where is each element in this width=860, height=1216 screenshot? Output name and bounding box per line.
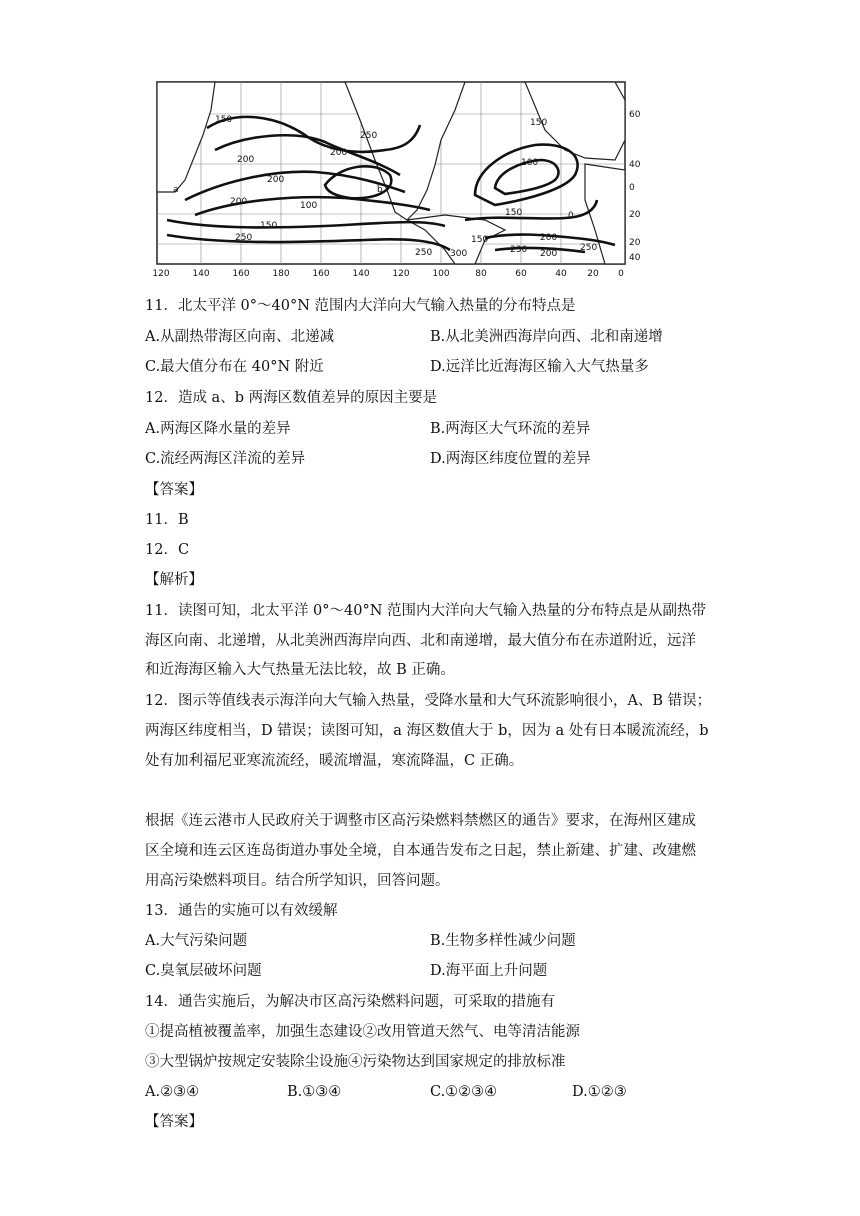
svg-text:60: 60: [629, 110, 641, 120]
analysis-11-line: 和近海海区输入大气热量无法比较，故 B 正确。: [145, 662, 455, 678]
analysis-11-line: 11．读图可知，北太平洋 0°～40°N 范围内大洋向大气输入热量的分布特点是从副热带: [145, 603, 707, 619]
svg-text:60: 60: [515, 269, 527, 279]
svg-text:100: 100: [432, 269, 450, 279]
svg-text:140: 140: [192, 269, 210, 279]
svg-text:80: 80: [475, 269, 487, 279]
svg-text:20: 20: [629, 238, 641, 248]
longitude-labels: [152, 269, 624, 279]
q11-option-c: C.最大值分布在 40°N 附近: [145, 359, 324, 375]
q11-option-a: A.从副热带海区向南、北递减: [145, 329, 335, 345]
svg-text:120: 120: [392, 269, 410, 279]
analysis-heading: 【解析】: [145, 572, 203, 588]
contour-label: 150: [215, 115, 233, 125]
contour-label: 250: [360, 131, 378, 141]
q14-statement-line: ①提高植被覆盖率，加强生态建设②改用管道天然气、电等清洁能源: [145, 1024, 580, 1040]
q12-option-c: C.流经两海区洋流的差异: [145, 451, 306, 467]
svg-text:180: 180: [272, 269, 290, 279]
contour-label: 100: [300, 201, 318, 211]
svg-text:40: 40: [629, 253, 641, 263]
analysis-12-line: 12．图示等值线表示海洋向大气输入热量，受降水量和大气环流影响很小，A、B 错误；: [145, 693, 712, 709]
contour-label: 230: [510, 245, 528, 255]
ocean-heat-contour-map: [145, 80, 645, 280]
q14-option-d: D.①②③: [572, 1084, 627, 1100]
q13-option-a: A.大气污染问题: [145, 933, 248, 949]
contour-label: 250: [580, 243, 598, 253]
svg-text:120: 120: [152, 269, 170, 279]
contour-label: 150: [505, 208, 523, 218]
contour-label: 200: [237, 155, 255, 165]
passage-line: 用高污染燃料项目。结合所学知识，回答问题。: [145, 873, 450, 889]
passage-line: 根据《连云港市人民政府关于调整市区高污染燃料禁燃区的通告》要求，在海州区建成: [145, 813, 696, 829]
q14-option-c: C.①②③④: [430, 1084, 498, 1100]
answer-heading: 【答案】: [145, 1114, 203, 1130]
contour-label: 200: [540, 233, 558, 243]
svg-text:160: 160: [232, 269, 250, 279]
q12-option-b: B.两海区大气环流的差异: [430, 421, 591, 437]
analysis-12-line: 两海区纬度相当，D 错误；读图可知，a 海区数值大于 b，因为 a 处有日本暖流流经，b: [145, 723, 709, 739]
contour-label: 150: [530, 118, 548, 128]
svg-text:20: 20: [587, 269, 599, 279]
q14-stem: 14．通告实施后，为解决市区高污染燃料问题，可采取的措施有: [145, 994, 555, 1010]
point-a-label: a: [173, 185, 179, 195]
contour-label: 100: [521, 158, 539, 168]
q13-option-d: D.海平面上升问题: [430, 963, 548, 979]
svg-text:0: 0: [618, 269, 624, 279]
svg-text:40: 40: [629, 160, 641, 170]
q12-option-d: D.两海区纬度位置的差异: [430, 451, 591, 467]
svg-text:140: 140: [352, 269, 370, 279]
q13-stem: 13．通告的实施可以有效缓解: [145, 903, 338, 919]
svg-text:0: 0: [629, 183, 635, 193]
contour-label: 250: [235, 233, 253, 243]
svg-text:40: 40: [555, 269, 567, 279]
answer-heading: 【答案】: [145, 482, 203, 498]
analysis-12-line: 处有加利福尼亚寒流流经，暖流增温，寒流降温，C 正确。: [145, 753, 524, 769]
contour-label: 250: [415, 248, 433, 258]
answer-12: 12．C: [145, 542, 190, 558]
q11-stem: 11．北太平洋 0°～40°N 范围内大洋向大气输入热量的分布特点是: [145, 298, 576, 314]
latitude-labels: [629, 110, 641, 263]
analysis-11-line: 海区向南、北递增，从北美洲西海岸向西、北和南递增，最大值分布在赤道附近，远洋: [145, 633, 696, 649]
contour-label: 200: [230, 197, 248, 207]
contour-label: 200: [540, 249, 558, 259]
answer-11: 11．B: [145, 512, 189, 528]
q11-option-d: D.远洋比近海海区输入大气热量多: [430, 359, 649, 375]
point-b-label: b: [377, 185, 383, 195]
contour-label: 0: [568, 211, 574, 221]
contour-label: 200: [330, 148, 348, 158]
q13-option-c: C.臭氧层破坏问题: [145, 963, 262, 979]
q14-statement-line: ③大型锅炉按规定安装除尘设施④污染物达到国家规定的排放标准: [145, 1054, 566, 1070]
svg-text:160: 160: [312, 269, 330, 279]
q12-stem: 12．造成 a、b 两海区数值差异的原因主要是: [145, 390, 438, 406]
passage-line: 区全境和连云区连岛街道办事处全境，自本通告发布之日起，禁止新建、扩建、改建燃: [145, 843, 696, 859]
q11-option-b: B.从北美洲西海岸向西、北和南递增: [430, 329, 663, 345]
contour-label: 300: [450, 249, 468, 259]
svg-text:20: 20: [629, 210, 641, 220]
q13-option-b: B.生物多样性减少问题: [430, 933, 576, 949]
q12-option-a: A.两海区降水量的差异: [145, 421, 291, 437]
contour-label: 150: [471, 235, 489, 245]
contour-label: 150: [260, 221, 278, 231]
q14-option-b: B.①③④: [287, 1084, 342, 1100]
q14-option-a: A.②③④: [145, 1084, 200, 1100]
contour-label: 200: [267, 175, 285, 185]
